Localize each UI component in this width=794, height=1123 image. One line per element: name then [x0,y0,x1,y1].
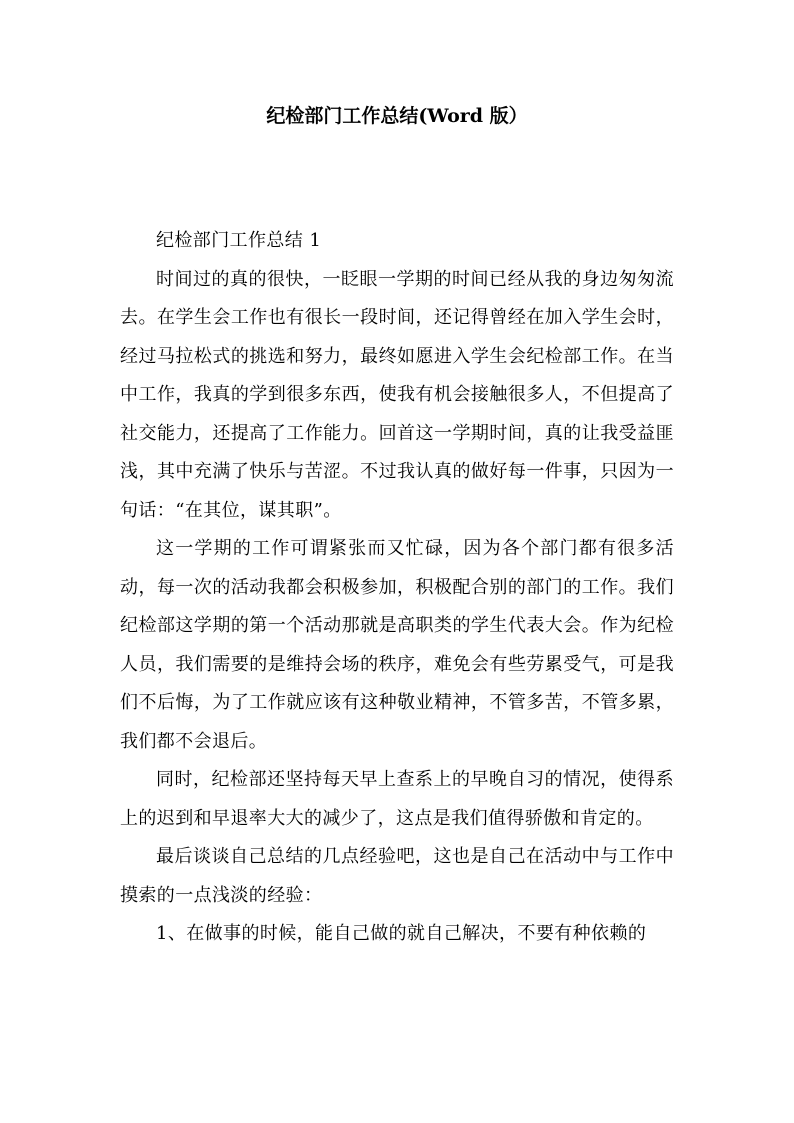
paragraph: 1、在做事的时候，能自己做的就自己解决，不要有种依赖的 [156,923,647,944]
document-body [120,222,674,954]
document-title: 纪检部门工作总结(Word 版） [266,105,528,127]
paragraph: 这一学期的工作可谓紧张而又忙碌，因为各个部门都有很多活动，每一次的活动我都会积极参加，积极配合别的部门的工作。我们纪检部这学期的第一个活动那就是高职类的学生代表大会。作为纪检人员，我们需要的是维持会场的秩序，难免会有些劳累受气，可是我们不后悔，为了工作就应该有这种敬业精神，不管多苦，不管多累，我们都不会退后。 [120,538,674,752]
section-heading: 纪检部门工作总结 1 [156,230,322,251]
paragraph: 同时，纪检部还坚持每天早上查系上的早晚自习的情况，使得系上的迟到和早退率大大的减少了，这点是我们值得骄傲和肯定的。 [120,769,674,829]
paragraph: 最后谈谈自己总结的几点经验吧，这也是自己在活动中与工作中摸索的一点浅淡的经验： [120,846,674,906]
paragraph: 时间过的真的很快，一眨眼一学期的时间已经从我的身边匆匆流去。在学生会工作也有很长一段时间，还记得曾经在加入学生会时，经过马拉松式的挑选和努力，最终如愿进入学生会纪检部工作。在当中工作，我真的学到很多东西，使我有机会接触很多人，不但提高了社交能力，还提高了工作能力。回首这一学期时间，真的让我受益匪浅，其中充满了快乐与苦涩。不过我认真的做好每一件事，只因为一句话：“在其位，谋其职”。 [120,268,674,521]
